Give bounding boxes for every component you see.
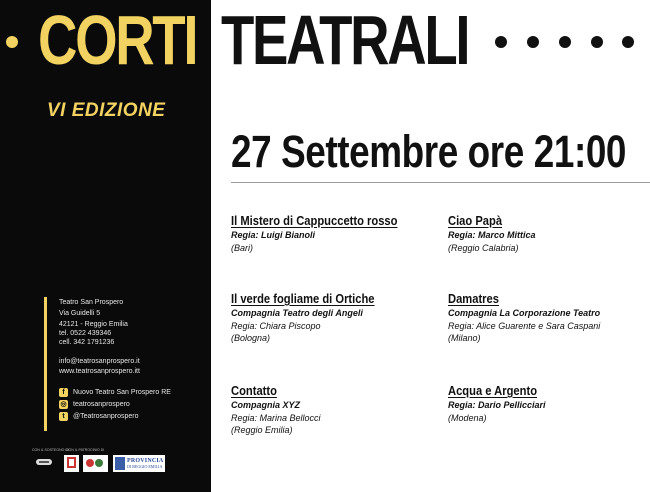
bullet-dot: [527, 36, 539, 48]
province-logo: [113, 455, 165, 472]
entry-line: Compagnia XYZ: [231, 400, 301, 410]
programme-entry: [448, 382, 650, 424]
patronage-logo-municipality: [64, 455, 79, 472]
twitter-icon: t: [59, 412, 68, 421]
venue-website[interactable]: www.teatrosanprospero.itt: [59, 368, 140, 375]
entry-line: Regia: Marco Mittica: [448, 230, 536, 240]
entry-line: (Reggio Calabria): [448, 242, 519, 253]
instagram-icon: ◎: [60, 400, 67, 408]
venue-accent-bar: [44, 297, 47, 431]
venue-email[interactable]: info@teatrosanprospero.it: [59, 358, 140, 365]
programme-entry: [448, 212, 650, 254]
entry-line: Regia: Marina Bellocci: [231, 412, 321, 423]
venue-name: Teatro San Prospero: [59, 299, 124, 306]
entry-title: Il verde fogliame di Ortiche: [231, 291, 375, 306]
facebook-icon: f: [59, 388, 68, 397]
entry-line: Regia: Dario Pellicciari: [448, 400, 546, 410]
programme-entry: [231, 212, 436, 254]
event-date: 27 Settembre ore 21:00: [231, 126, 627, 177]
social-twitter[interactable]: [59, 410, 138, 422]
patronage-label: CON IL PATROCINIO DI: [66, 448, 105, 452]
bullet-dot: [591, 36, 603, 48]
entry-line: (Reggio Emilia): [231, 425, 293, 435]
venue-city: 42121 - Reggio Emilia: [59, 321, 128, 328]
entry-line: Compagnia La Corporazione Teatro: [448, 308, 601, 318]
entry-line: (Bari): [231, 242, 253, 253]
divider: [231, 182, 650, 183]
province-crest-icon: [115, 457, 125, 470]
social-label: @Teatrosanprospero: [73, 412, 139, 420]
social-label: Nuovo Teatro San Prospero RE: [73, 388, 171, 396]
bullet-dot: [6, 36, 18, 48]
bullet-dot: [622, 36, 634, 48]
entry-line: Regia: Luigi Bianoli: [231, 230, 316, 240]
programme-entry: [231, 290, 436, 345]
social-instagram[interactable]: [59, 398, 130, 410]
entry-line: Compagnia Teatro degli Angeli: [231, 308, 363, 318]
programme-entry: [231, 382, 436, 437]
programme-entry: [448, 290, 650, 345]
venue-cell: cell. 342 1791236: [59, 339, 115, 346]
venue-tel: tel. 0522 439346: [59, 330, 112, 337]
province-name: PROVINCIA: [127, 457, 164, 464]
sponsor-logo: [36, 456, 52, 468]
entry-title: Damatres: [448, 291, 499, 306]
social-facebook[interactable]: [59, 386, 171, 398]
entry-line: Regia: Alice Guarente e Sara Caspani: [448, 320, 601, 331]
entry-line: Regia: Chiara Piscopo: [231, 320, 321, 331]
entry-title: Il Mistero di Cappuccetto rosso: [231, 213, 398, 228]
entry-title: Acqua e Argento: [448, 383, 538, 398]
province-sub: DI REGGIO EMILIA: [127, 463, 163, 469]
entry-line: (Milano): [448, 333, 481, 343]
bullet-dot: [495, 36, 507, 48]
entry-line: (Bologna): [231, 333, 271, 343]
title-corti: CORTI: [38, 1, 197, 79]
patronage-logo-region: [83, 455, 108, 472]
entry-title: Ciao Papà: [448, 213, 503, 228]
venue-street: Via Guidelli 5: [59, 310, 101, 317]
entry-title: Contatto: [231, 383, 277, 398]
social-label: teatrosanprospero: [73, 400, 130, 408]
bullet-dot: [559, 36, 571, 48]
edition-label: VI EDIZIONE: [47, 100, 166, 121]
support-label: CON IL SOSTEGNO DI: [32, 448, 69, 452]
title-teatrali: TEATRALI: [221, 1, 469, 79]
entry-line: (Modena): [448, 412, 487, 423]
